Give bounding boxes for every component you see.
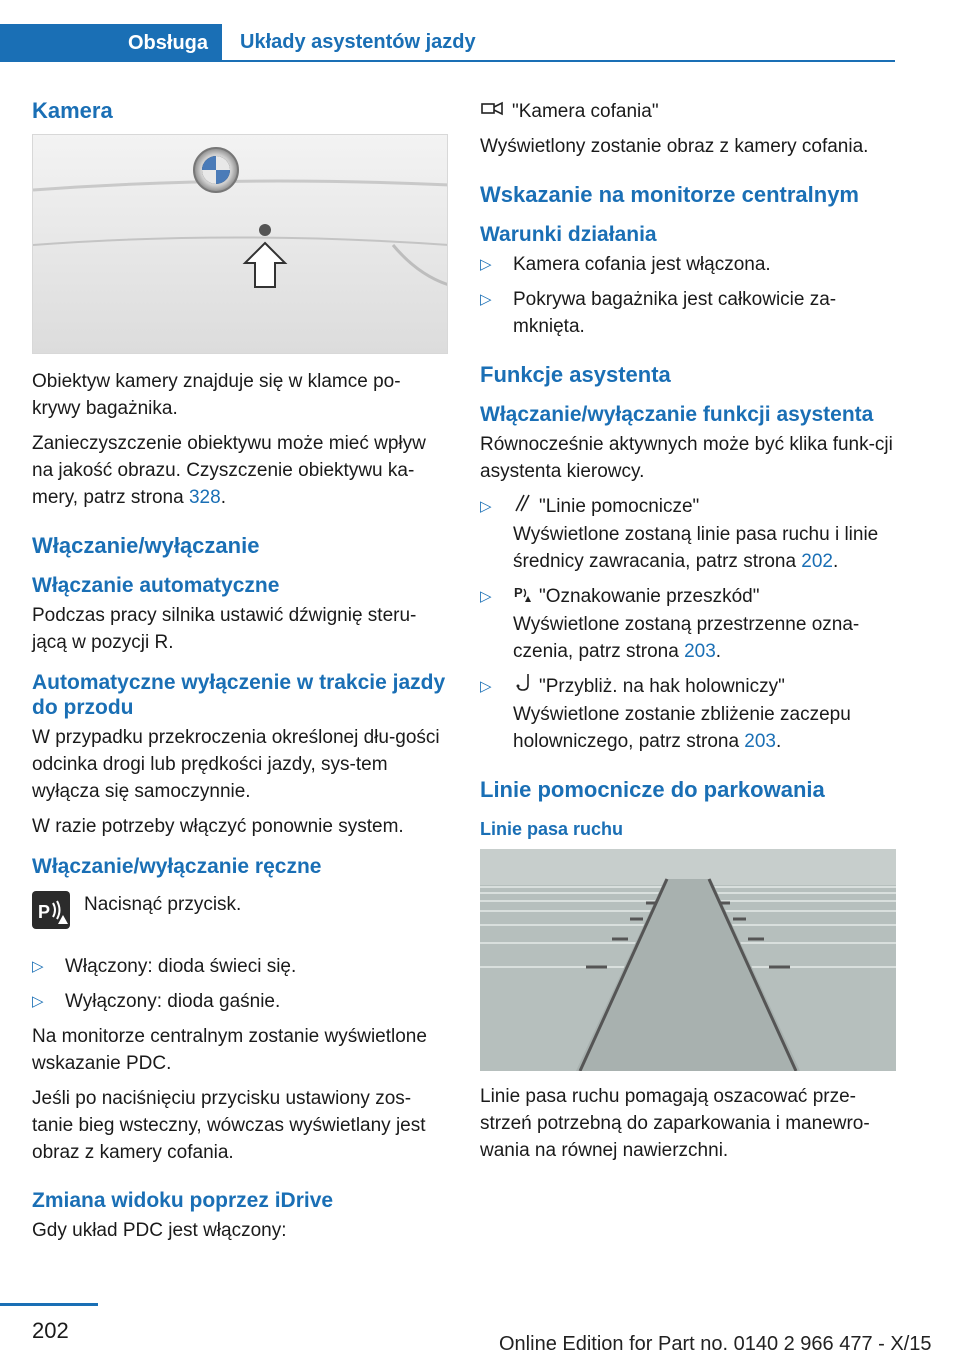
paragraph-rownoczesnie: Równocześnie aktywnych może być klika funk-cji asystenta kierowcy. bbox=[480, 434, 893, 483]
header-tabs bbox=[0, 24, 895, 62]
heading-kamera: Kamera bbox=[32, 98, 113, 123]
list-item-text: Kamera cofania jest włączona. bbox=[513, 254, 771, 276]
paragraph-linie-pasa: Linie pasa ruchu pomagają oszacować prze-strzeń potrzebną do zaparkowania i manewro-wania na równej nawierzchni. bbox=[480, 1086, 870, 1162]
lane-lines-illustration bbox=[480, 849, 896, 1071]
funkcja-desc: Wyświetlone zostaną linie pasa ruchu i linie średnicy zawracania, patrz strona bbox=[513, 524, 879, 573]
paragraph-wylaczenie-2: W razie potrzeby włączyć ponownie system. bbox=[32, 816, 404, 837]
paragraph-zanieczyszczenie: Zanieczyszczenie obiektywu może mieć wpływ na jakość obrazu. Czyszczenie obiektywu ka-mery, patrz strona 328. bbox=[32, 433, 426, 508]
bullet-triangle-icon: ▷ bbox=[480, 588, 492, 606]
tow-hitch-icon bbox=[513, 673, 533, 701]
bullet-triangle-icon: ▷ bbox=[32, 993, 44, 1010]
bullet-triangle-icon: ▷ bbox=[32, 958, 44, 975]
obstacle-marking-icon bbox=[513, 583, 533, 611]
bullet-triangle-icon: ▷ bbox=[480, 256, 492, 274]
page-number: 202 bbox=[32, 1318, 69, 1343]
list-item bbox=[480, 251, 896, 278]
heading-linie-pasa: Linie pasa ruchu bbox=[480, 819, 624, 840]
paragraph-jesli: Jeśli po naciśnięciu przycisku ustawiony zos-tanie bieg wsteczny, wówczas wyświetlany jest obraz z kamery cofania. bbox=[32, 1088, 426, 1163]
list-item: ▷ "Linie pomocnicze" Wyświetlone zostaną linie pasa ruchu i linie średnicy zawracania, patrz strona 202. bbox=[480, 493, 896, 575]
paragraph-monitor: Na monitorze centralnym zostanie wyświetlone wskazanie PDC. bbox=[32, 1026, 427, 1074]
funkcja-desc: Wyświetlone zostanie zbliżenie zaczepu holowniczego, patrz strona bbox=[513, 704, 851, 753]
guide-lines-icon bbox=[513, 493, 533, 521]
paragraph-wyswietlony: Wyświetlony zostanie obraz z kamery cofania. bbox=[480, 136, 869, 158]
led-status-list bbox=[32, 953, 448, 1015]
zanieczyszczenie-text: Zanieczyszczenie obiektywu może mieć wpływ na jakość obrazu. Czyszczenie obiektywu ka-mery, patrz strona bbox=[32, 433, 426, 508]
paragraph-gdy: Gdy układ PDC jest włączony: bbox=[32, 1220, 287, 1241]
heading-reczne: Włączanie/wyłączanie ręczne bbox=[32, 855, 322, 878]
paragraph-obiektyw: Obiektyw kamery znajduje się w klamce po-krywy bagażnika. bbox=[32, 371, 401, 419]
trunk-illustration bbox=[33, 135, 448, 354]
tab-uklady-asystentow[interactable]: Układy asystentów jazdy bbox=[240, 31, 476, 53]
heading-wl-funkcji: Włączanie/wyłączanie funkcji asystenta bbox=[480, 403, 874, 427]
button-instruction bbox=[32, 891, 448, 929]
funkcja-desc: Wyświetlone zostaną przestrzenne ozna-czenia, patrz strona bbox=[513, 614, 860, 663]
heading-wylaczenie: Automatyczne wyłączenie w trakcie jazdy do przodu bbox=[32, 671, 446, 719]
list-item bbox=[32, 988, 448, 1015]
bullet-triangle-icon: ▷ bbox=[480, 498, 492, 516]
page-link-202[interactable]: 202 bbox=[801, 551, 833, 573]
paragraph-automatyczne: Podczas pracy silnika ustawić dźwignię steru-jącą w pozycji R. bbox=[32, 605, 417, 653]
list-item bbox=[32, 953, 448, 980]
heading-linie-pomocnicze: Linie pomocnicze do parkowania bbox=[480, 777, 825, 803]
funkcje-list bbox=[480, 493, 896, 755]
funkcja-label: "Przybliż. na hak holowniczy" bbox=[539, 676, 785, 698]
pdc-button-icon bbox=[32, 891, 70, 929]
heading-automatyczne: Włączanie automatyczne bbox=[32, 574, 280, 597]
paragraph-wylaczenie-1: W przypadku przekroczenia określonej dłu-gości odcinka drogi lub prędkości jazdy, sys-tem wyłącza się samoczynnie. bbox=[32, 727, 440, 802]
trunk-camera-photo bbox=[32, 134, 448, 354]
heading-warunki: Warunki działania bbox=[480, 223, 657, 247]
funkcja-label: "Oznakowanie przeszkód" bbox=[539, 586, 760, 608]
left-column bbox=[32, 98, 448, 1252]
list-item bbox=[480, 286, 896, 340]
page-link-328[interactable]: 328 bbox=[188, 487, 221, 508]
page-link-203[interactable]: 203 bbox=[684, 641, 716, 663]
heading-funkcje: Funkcje asystenta bbox=[480, 362, 671, 388]
list-item: ▷ P "Oznakowanie przeszkód" Wyświetlone zostaną przestrzenne ozna-czenia, patrz strona 203. bbox=[480, 585, 860, 663]
edition-text: Online Edition for Part no. 0140 2 966 477 - X/15 bbox=[499, 1333, 932, 1355]
funkcja-label: "Linie pomocnicze" bbox=[539, 496, 700, 518]
svg-text:P: P bbox=[38, 902, 51, 922]
list-item-text: Wyłączony: dioda gaśnie. bbox=[65, 991, 281, 1012]
tab-obsluga[interactable]: Obsługa bbox=[0, 24, 222, 62]
right-column bbox=[480, 98, 896, 1172]
list-item-text: Pokrywa bagażnika jest całkowicie za-mknięta. bbox=[513, 289, 837, 338]
bullet-triangle-icon: ▷ bbox=[480, 291, 492, 309]
kamera-cofania-label: "Kamera cofania" bbox=[512, 101, 659, 122]
heading-wskazanie: Wskazanie na monitorze centralnym bbox=[480, 182, 859, 208]
heading-zmiana: Zmiana widoku poprzez iDrive bbox=[32, 1189, 334, 1212]
footer-rule bbox=[0, 1303, 98, 1306]
kamera-cofania-item bbox=[480, 98, 896, 125]
bullet-triangle-icon: ▷ bbox=[480, 678, 492, 696]
page-link-203[interactable]: 203 bbox=[744, 731, 776, 753]
rear-camera-icon bbox=[480, 98, 506, 125]
list-item-text: Włączony: dioda świeci się. bbox=[65, 956, 297, 977]
lane-lines-image bbox=[480, 849, 896, 1071]
heading-wlaczanie: Włączanie/wyłączanie bbox=[32, 533, 260, 558]
nacisnac-text: Nacisnąć przycisk. bbox=[84, 894, 242, 915]
list-item: ▷ "Przybliż. na hak holowniczy" Wyświetlone zostanie zbliżenie zaczepu holowniczego, patrz strona 203. bbox=[480, 673, 896, 755]
warunki-list bbox=[480, 251, 896, 340]
svg-text:P: P bbox=[514, 585, 523, 601]
